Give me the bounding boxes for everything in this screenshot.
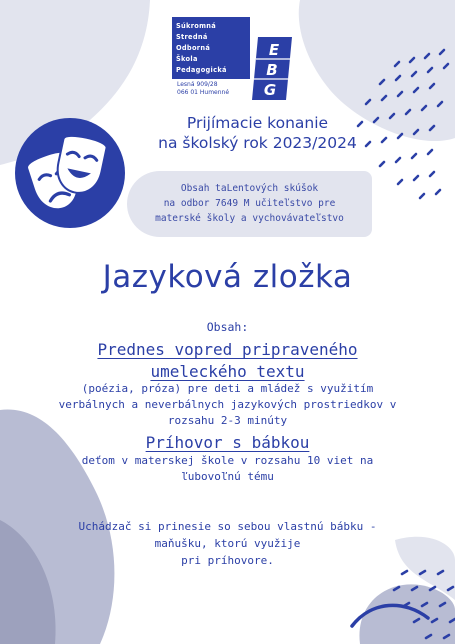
logo-box	[172, 17, 250, 79]
logo-line-4: Škola	[176, 55, 198, 63]
theater-masks-icon	[14, 117, 126, 229]
page-heading: Jazyková zložka	[102, 259, 353, 295]
bottom-right-blob	[359, 584, 455, 644]
logo-address-1: Lesná 909/28	[177, 81, 218, 88]
closing-line-2: maňušku, ktorú využije	[154, 537, 301, 550]
section-1-title-line-2: umeleckého textu	[150, 362, 305, 381]
logo-letter-g: G	[263, 81, 277, 99]
logo-ebg-mark	[252, 37, 292, 100]
section-1-title	[0, 339, 455, 383]
section-2-desc-line-2: ľubovoľnú tému	[181, 470, 274, 483]
section-1-desc-line-1: (poézia, próza) pre deti a mládež s využitím	[81, 382, 374, 395]
section-2-description	[0, 453, 455, 485]
logo-line-2: Stredná	[176, 33, 208, 41]
info-line-2: na odbor 7649 M učiteľstvo pre	[163, 198, 336, 209]
info-line-3: materské školy a vychovávateľstvo	[155, 213, 344, 224]
section-1-desc-line-2: verbálnych a neverbálnych jazykových prostriedkov v	[58, 398, 397, 411]
logo-letter-b: B	[266, 61, 278, 79]
section-1-title-line-1: Prednes vopred pripraveného	[97, 340, 358, 359]
section-1-desc-line-3: rozsahu 2-3 minúty	[167, 414, 288, 427]
logo-address-2: 066 01 Humenné	[177, 89, 230, 96]
closing-note	[0, 518, 455, 569]
info-text	[127, 181, 372, 226]
section-1-description	[0, 381, 455, 429]
closing-line-3: pri príhovore.	[181, 554, 274, 567]
logo-line-1: Súkromná	[176, 22, 217, 30]
closing-line-1: Uchádzač si prinesie so sebou vlastnú bábku -	[78, 520, 377, 533]
school-logo	[172, 17, 296, 102]
title-line-1: Prijímacie konanie	[186, 114, 329, 132]
info-line-1: Obsah taLentových skúšok	[180, 183, 319, 194]
section-2-title: Príhovor s bábkou	[145, 433, 310, 452]
section-2-desc-line-1: deťom v materskej škole v rozsahu 10 viet na	[81, 454, 374, 467]
obsah-label: Obsah:	[206, 320, 249, 334]
logo-line-5: Pedagogická	[176, 66, 227, 74]
logo-letter-e: E	[268, 41, 280, 59]
title-line-2: na školský rok 2023/2024	[158, 134, 357, 152]
logo-line-3: Odborná	[176, 44, 211, 52]
